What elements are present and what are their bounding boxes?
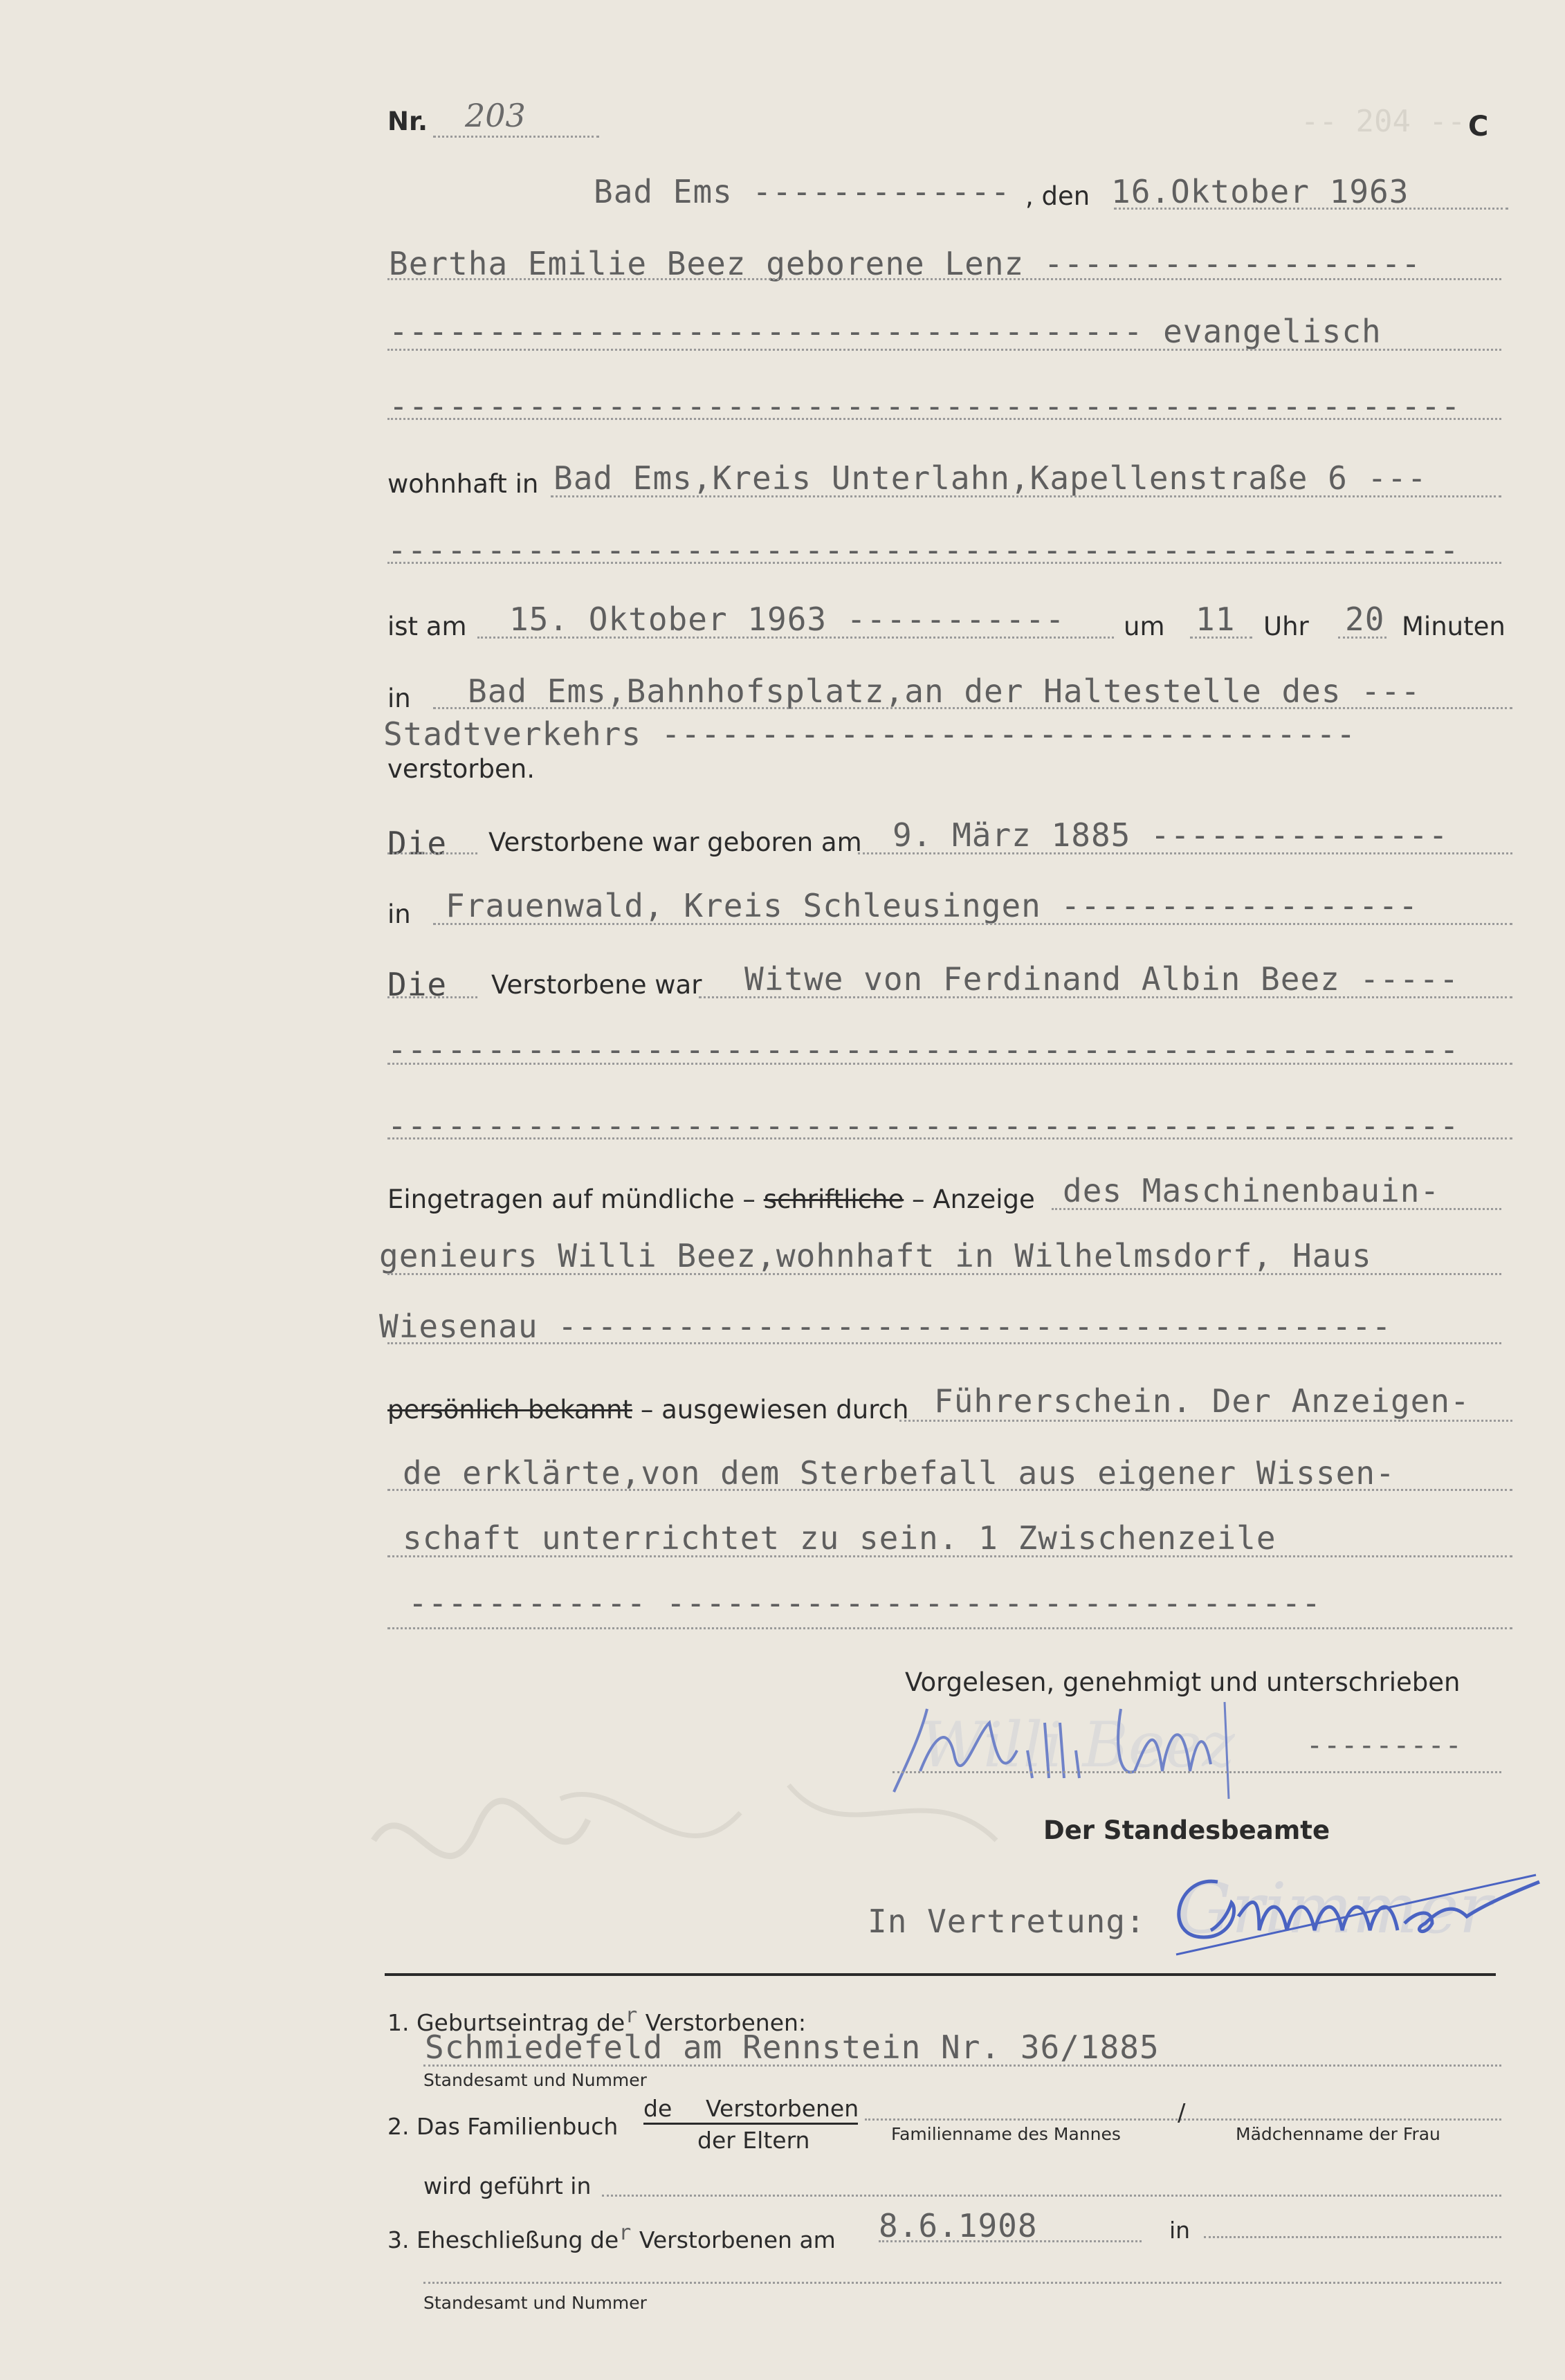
death-place-line-1: Bad Ems,Bahnhofsplatz,an der Haltestelle des --- — [468, 672, 1421, 710]
footer-item-1-value: Schmiedefeld am Rennstein Nr. 36/1885 — [425, 2029, 1160, 2066]
death-in-label: in — [387, 684, 411, 713]
birth-in-label: in — [387, 899, 411, 929]
footer-item-2-caption-woman: Mädchenname der Frau — [1236, 2124, 1440, 2144]
nr-value: 203 — [465, 97, 526, 134]
identification-label — [387, 1395, 908, 1425]
footer-item-3-in: in — [1169, 2217, 1191, 2244]
marital-die-prefix: Die — [387, 966, 448, 1003]
place-date: 16.Oktober 1963 — [1111, 173, 1409, 210]
footer-item-1-caption: Standesamt und Nummer — [423, 2070, 647, 2090]
footer-item-3-value: 8.6.1908 — [879, 2207, 1038, 2244]
identification-line-4: ------------ --------------------------------- — [408, 1584, 1321, 1622]
name-line: Bertha Emilie Beez geborene Lenz ------------------- — [389, 245, 1422, 282]
report-line-3: Wiesenau ------------------------------------------ — [379, 1308, 1392, 1345]
identification-struck: persönlich bekannt — [387, 1395, 633, 1425]
ist-am-label: ist am — [387, 612, 467, 641]
identification-label-text: – ausgewiesen durch — [640, 1395, 909, 1425]
place-text: Bad Ems ------------- — [594, 173, 1011, 210]
marital-line-2: ------------------------------------------------------ — [387, 1031, 1460, 1068]
registrar-signature-text: Grimmer — [1176, 1868, 1492, 1949]
um-label: um — [1124, 612, 1165, 641]
wohnhaft-label: wohnhaft in — [387, 469, 539, 499]
residence-line-2: ------------------------------------------------------ — [387, 531, 1460, 569]
footer-item-1-label-end: Verstorbenen: — [645, 2009, 807, 2036]
corner-letter: C — [1468, 111, 1489, 143]
death-date: 15. Oktober 1963 ----------- — [509, 601, 1065, 638]
den-label: , den — [1025, 181, 1090, 211]
minuten-label: Minuten — [1402, 612, 1505, 641]
death-minute: 20 — [1345, 601, 1385, 638]
death-place-line-2: Stadtverkehrs ----------------------------------- — [383, 715, 1357, 753]
footer-item-3-label-end: Verstorbenen am — [639, 2226, 836, 2253]
identification-line-2: de erklärte,von dem Sterbefall aus eigener Wissen- — [403, 1454, 1395, 1492]
marital-line-3: ------------------------------------------------------ — [387, 1107, 1460, 1144]
footer-item-2-eltern: der Eltern — [697, 2127, 810, 2154]
identification-line-3: schaft unterrichtet zu sein. 1 Zwischenzeile — [403, 1519, 1276, 1557]
person-blank-line: ------------------------------------------------------ — [389, 387, 1461, 425]
footer-item-2-verstorbenen: Verstorbenen — [706, 2095, 859, 2122]
birth-die-prefix: Die — [387, 825, 448, 862]
residence-line-1: Bad Ems,Kreis Unterlahn,Kapellenstraße 6 --- — [553, 459, 1427, 497]
footer-item-1-label-text: 1. Geburtseintrag de — [387, 2009, 625, 2036]
informant-signature — [879, 1695, 1308, 1806]
birth-label: Verstorbene war geboren am — [488, 827, 862, 857]
footer-item-3-label — [387, 2221, 836, 2253]
signature-trailing-dashes: --------- — [1306, 1730, 1463, 1761]
report-line-1: des Maschinenbauin- — [1063, 1172, 1440, 1209]
report-label-struck: schriftliche — [763, 1184, 904, 1214]
uhr-label: Uhr — [1263, 612, 1309, 641]
identification-line-1: Führerschein. Der Anzeigen- — [934, 1382, 1470, 1420]
report-line-2: genieurs Willi Beez,wohnhaft in Wilhelmsdorf, Haus — [379, 1237, 1372, 1274]
report-label — [387, 1184, 1035, 1214]
report-label-post: – Anzeige — [912, 1184, 1035, 1214]
footer-item-2-wird: wird geführt in — [423, 2172, 592, 2199]
footer-item-3-caption: Standesamt und Nummer — [423, 2293, 647, 2313]
religion-line: -------------------------------------- evangelisch — [389, 313, 1382, 350]
report-label-pre: Eingetragen auf mündliche – — [387, 1184, 756, 1214]
birth-place: Frauenwald, Kreis Schleusingen ------------------ — [446, 887, 1419, 924]
registrar-label: Der Standesbeamte — [1043, 1815, 1330, 1845]
representation-label: In Vertretung: — [868, 1903, 1146, 1940]
verstorben-label: verstorben. — [387, 754, 535, 784]
marital-label: Verstorbene war — [491, 970, 702, 1000]
footer-item-2-label: 2. Das Familienbuch — [387, 2113, 619, 2140]
footer-item-2-de: de — [643, 2095, 672, 2122]
informant-signature-text: Willi Beez — [920, 1709, 1235, 1782]
birth-date: 9. März 1885 --------------- — [893, 816, 1449, 854]
footer-item-3-label-text: 3. Eheschließung de — [387, 2226, 619, 2253]
nr-label: Nr. — [387, 107, 428, 136]
marital-value: Witwe von Ferdinand Albin Beez ----- — [744, 960, 1459, 998]
footer-item-2-fraction-bar — [643, 2123, 858, 2125]
faint-corner-number: -- 204 -- — [1301, 104, 1466, 139]
registrar-signature — [1162, 1861, 1550, 1965]
death-hour: 11 — [1196, 601, 1236, 638]
footer-item-2-caption-man: Familienname des Mannes — [891, 2124, 1121, 2144]
read-approved-label: Vorgelesen, genehmigt und unterschrieben — [905, 1667, 1461, 1697]
footer-item-3-sup: r — [619, 2221, 632, 2245]
footer-item-2-slash: / — [1178, 2099, 1186, 2127]
footer-item-1-sup: r — [625, 2004, 639, 2028]
